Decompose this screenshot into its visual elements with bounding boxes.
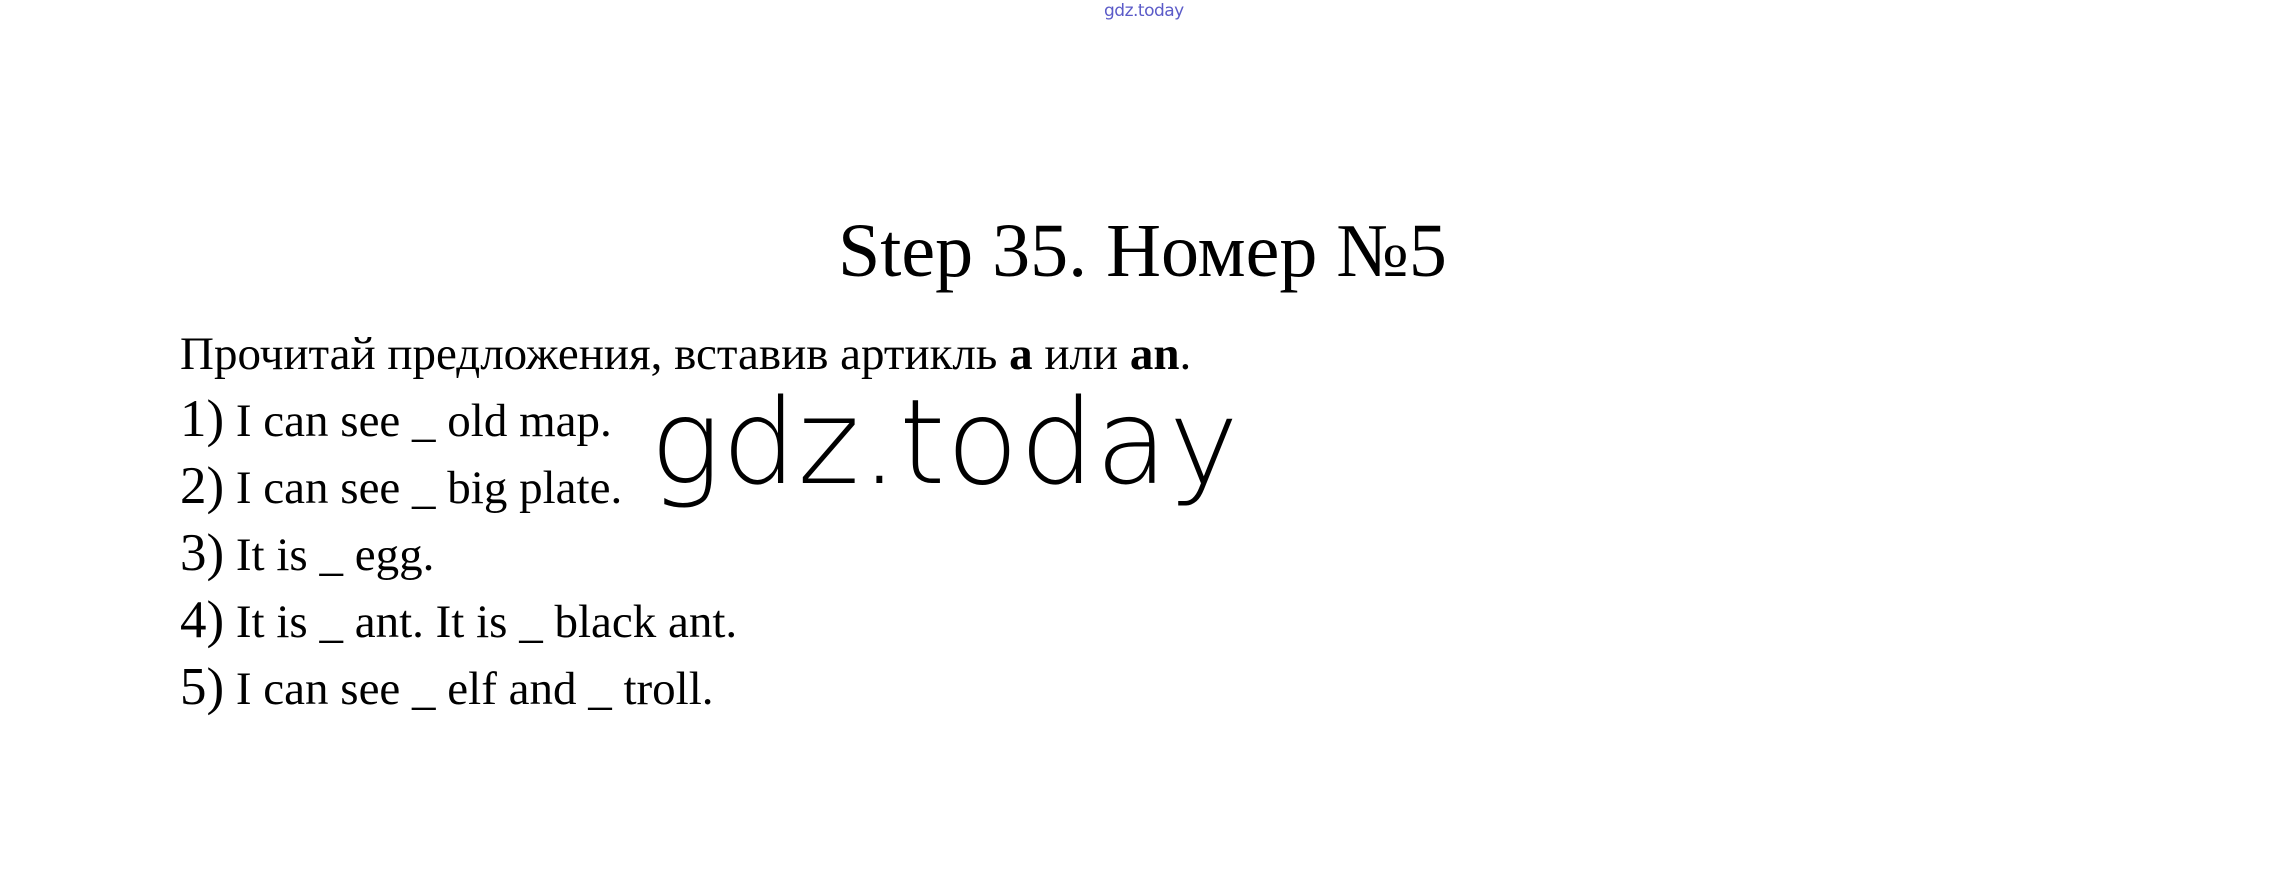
item-text: It is _ ant. It is _ black ant.: [224, 596, 738, 648]
page-title: Step 35. Номер №5: [838, 209, 1447, 293]
item-number: 3): [180, 524, 225, 582]
instruction-text: Прочитай предложения, вставив артикль: [180, 328, 1010, 380]
exercise-item: [180, 654, 737, 721]
exercise-item: [180, 520, 737, 587]
item-text: It is _ egg.: [224, 529, 435, 581]
article-a: a: [1009, 328, 1033, 380]
item-text: I can see _ big plate.: [224, 462, 623, 514]
item-text: I can see _ old map.: [224, 395, 612, 447]
item-number: 4): [180, 591, 225, 649]
watermark: gdz.today: [650, 373, 1240, 511]
site-link[interactable]: gdz.today: [1104, 1, 1184, 21]
item-number: 2): [180, 457, 225, 515]
item-number: 5): [180, 658, 225, 716]
item-number: 1): [180, 390, 225, 448]
item-text: I can see _ elf and _ troll.: [224, 663, 714, 715]
instruction-text: или: [1032, 328, 1130, 380]
article-an: an: [1129, 328, 1180, 380]
exercise-item: [180, 587, 737, 654]
instruction-text: .: [1179, 328, 1192, 380]
